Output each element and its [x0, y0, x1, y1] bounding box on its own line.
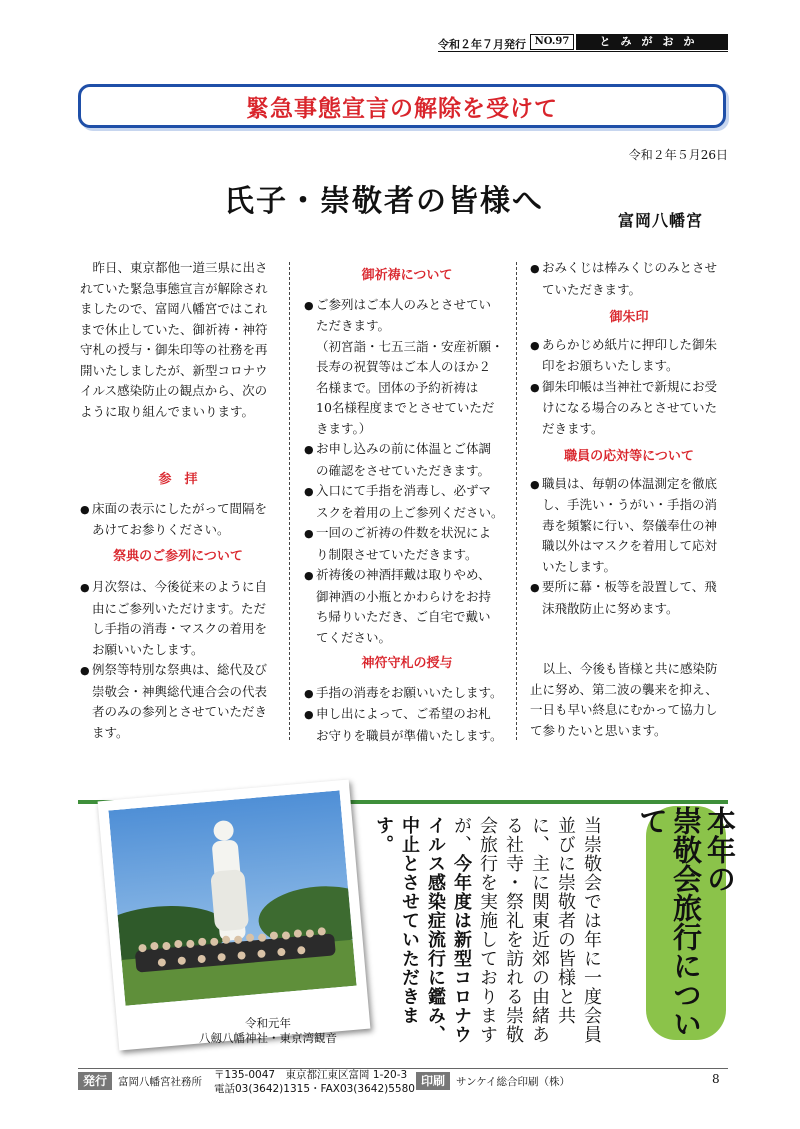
text-line: ように取り組んでまいります。 [80, 403, 255, 419]
text-line: イルス感染防止の観点から、次の [80, 383, 268, 398]
bullet-text: ご参列はご本人のみとさせてい [316, 296, 492, 312]
text-line: 以上、今後も皆様と共に感染防 [542, 661, 718, 676]
column-2 [304, 266, 510, 746]
newsletter-name: とみがおか [576, 34, 728, 50]
bullet-text: 名様まで。団体の予約祈祷は [316, 379, 479, 395]
bullet-text: 手指の消毒をお願いいたします。 [316, 684, 503, 700]
photo-image [108, 790, 356, 1005]
bullet-text: 例祭等特別な祭典は、総代及び [92, 662, 268, 677]
tour-body-emphasis: 今年度は新型コロナウイルス感染症流行に鑑み、中止とさせていただきます。 [373, 816, 472, 1044]
bullet-text: 御朱印帳は当神社で新規にお受 [542, 378, 718, 394]
bullet-dot-icon: ● [304, 708, 314, 721]
bullet-dot-icon: ● [304, 527, 314, 540]
bullet-text: 床面の表示にしたがって間隔を [92, 500, 268, 516]
bullet-text: り制限させていただきます。 [316, 546, 478, 562]
bullet-item [304, 704, 510, 746]
bullet-text: 10名様程度までとさせていただ [316, 400, 495, 415]
bullet-item [530, 258, 728, 300]
bullet-dot-icon: ● [80, 502, 90, 516]
bullet-text: 申し出によって、ご希望のお札 [316, 706, 491, 721]
bullet-item [530, 335, 728, 377]
bullet-text: 長寿の祝賀等はご本人のほか２ [316, 359, 492, 374]
column-3 [530, 258, 728, 741]
page-number: 8 [712, 1072, 720, 1086]
bullet-text: お守りを職員が準備いたします。 [316, 727, 503, 743]
section-heading-shinpu: 神符守札の授与 [361, 656, 453, 671]
bullet-dot-icon: ● [304, 298, 314, 312]
text-line: 一日も早い終息にむかって協力し [530, 702, 718, 717]
bullet-text: けになる場合のみとさせていた [542, 400, 718, 415]
bullet-text: 月次祭は、今後従来のように自 [92, 579, 268, 594]
bullet-text: し、手洗い・うがい・手指の消 [542, 497, 718, 512]
bullet-text: 毒を頻繁に行い、祭儀奉仕の神 [542, 517, 718, 533]
bullet-dot-icon: ● [304, 443, 314, 456]
bullet-text: ていただきます。 [542, 281, 642, 297]
bullet-text: 者のみの参列とさせていただき [92, 704, 268, 719]
bullet-item [304, 481, 510, 523]
notice-date: 令和２年５月26日 [628, 148, 728, 162]
bullet-text: きます。） [316, 420, 372, 436]
bullet-dot-icon: ● [304, 569, 314, 582]
text-line: ましたので、富岡八幡宮ではこれ [80, 301, 268, 316]
publisher-phone: 電話03(3642)1315・FAX03(3642)5580 [214, 1083, 415, 1095]
goshuin-list [530, 335, 728, 440]
bullet-text: 御神酒の小瓶とかわらけをお持 [316, 588, 492, 604]
bullet-text: あらかじめ紙片に押印した御朱 [542, 336, 718, 352]
bullet-item [530, 474, 728, 578]
bullet-dot-icon: ● [530, 581, 540, 594]
bullet-text: の確認をさせていただきます。 [316, 462, 491, 478]
bullet-text: 職員は、毎朝の体温測定を徹底 [542, 475, 718, 491]
bullet-text: ち帰りいただき、ご自宅で戴い [316, 609, 491, 624]
bullet-dot-icon: ● [530, 338, 540, 352]
header-rule [438, 51, 728, 52]
bullet-text: 祈祷後の神酒拝戴は取りやめ、 [316, 567, 491, 582]
bullet-text: 印をお頒ちいたします。 [542, 358, 679, 373]
closing-paragraph [530, 659, 728, 741]
bullet-text: だきます。 [542, 420, 604, 436]
bullet-text: お申し込みの前に体温とご体調 [316, 441, 492, 456]
bullet-item [80, 660, 276, 743]
bullet-text: てください。 [316, 629, 392, 645]
printer-name: サンケイ総合印刷（株） [456, 1076, 571, 1088]
bullet-text: お願いいたします。 [92, 641, 204, 657]
bullet-text: 入口にて手指を消毒し、必ずマ [316, 483, 492, 498]
page-title: 氏子・崇敬者の皆様へ [224, 184, 544, 219]
bullet-item [530, 377, 728, 440]
bullet-item [80, 499, 276, 541]
bullet-text: 崇敬会・神輿総代連合会の代表 [92, 683, 268, 699]
bullet-dot-icon: ● [80, 581, 90, 594]
text-line: 開いたしましたが、新型コロナウ [80, 362, 268, 378]
bullet-item [304, 565, 510, 648]
text-line: れていた緊急事態宣言が解除され [80, 280, 268, 296]
photo-caption-place: 八劔八幡神社・東京湾観音 [199, 1031, 337, 1045]
text-line: 止に努め、第二波の襲来を抑え、 [530, 681, 718, 697]
tour-title-line2: 崇敬会旅行について [635, 806, 703, 1038]
text-line: 昨日、東京都他一道三県に出さ [92, 260, 268, 275]
publisher-address: 〒135-0047 東京都江東区富岡 1-20-3 [214, 1069, 408, 1081]
publisher-name: 富岡八幡宮社務所 [118, 1076, 202, 1088]
bullet-text: ます。 [92, 724, 129, 740]
tour-article-body [370, 816, 604, 1050]
section-heading-saiten: 祭典のご参列について [113, 548, 243, 564]
bullet-dot-icon: ● [304, 686, 314, 700]
omikuji-list [530, 258, 728, 300]
staff-list [530, 474, 728, 620]
section-heading-staff: 職員の応対等について [564, 449, 694, 464]
bullet-text: いたします。 [542, 558, 617, 574]
bullet-text: スクを着用の上ご参列ください。 [316, 504, 504, 520]
bullet-text: ただきます。 [316, 318, 391, 333]
intro-paragraph [80, 258, 276, 422]
bullet-dot-icon: ● [304, 485, 314, 498]
group-photo [98, 779, 371, 1050]
banner-text: 緊急事態宣言の解除を受けて [246, 95, 558, 122]
bullet-text: 一回のご祈祷の件数を状況によ [316, 525, 492, 540]
photo-caption-year: 令和元年 [245, 1016, 291, 1030]
bullet-text: 沫飛散防止に努めます。 [542, 600, 679, 616]
column-divider [289, 262, 290, 740]
tour-article-title [635, 806, 737, 1040]
sanpai-list [80, 499, 276, 541]
bullet-text: し手指の消毒・マスクの着用を [92, 621, 268, 636]
tour-body-text: 当崇敬会では年に一度会員並びに崇敬者の皆様と共に、主に関東近郊の由緒ある社寺・祭礼を訪れる崇敬会旅行を実施しておりますが、 [451, 816, 602, 1044]
bullet-item [530, 577, 728, 619]
shinpu-list [304, 683, 510, 747]
text-line: 守札の授与・御朱印等の社務を再 [80, 342, 268, 357]
column-1 [80, 258, 276, 743]
gokitou-list [304, 295, 510, 649]
saiten-list [80, 577, 276, 743]
bullet-text: 職以外はマスクを着用して応対 [542, 538, 718, 553]
bullet-item [304, 683, 510, 705]
bullet-item [80, 577, 276, 660]
text-line: て参りたいと思います。 [530, 722, 667, 738]
tour-title-line1: 本年の [703, 806, 737, 893]
printer-badge: 印刷 [416, 1072, 450, 1090]
issue-number: NO.97 [530, 34, 574, 50]
bullet-item [304, 523, 510, 565]
bullet-text: 要所に幕・板等を設置して、飛 [542, 579, 717, 594]
bullet-text: 由にご参列いただけます。ただ [92, 600, 267, 616]
publisher-badge: 発行 [78, 1072, 112, 1090]
bullet-dot-icon: ● [80, 664, 90, 677]
photo-caption [168, 1016, 368, 1046]
bullet-dot-icon: ● [530, 477, 540, 491]
bullet-dot-icon: ● [530, 380, 540, 394]
bullet-dot-icon: ● [530, 262, 540, 275]
text-line: まで休止していた、御祈祷・神符 [80, 321, 268, 337]
bullet-text: （初宮詣・七五三詣・安産祈願・ [316, 338, 504, 354]
column-divider [516, 262, 517, 740]
section-heading-gokitou: 御祈祷について [361, 268, 453, 283]
bullet-text: おみくじは棒みくじのみとさせ [542, 260, 718, 275]
headline-banner [78, 84, 726, 128]
issue-date: 令和２年７月発行 [438, 38, 526, 51]
section-heading-goshuin: 御朱印 [609, 310, 649, 325]
shrine-name: 富岡八幡宮 [618, 211, 704, 230]
bullet-item [304, 439, 510, 481]
bullet-item [304, 295, 510, 440]
bullet-text: あけてお参りください。 [92, 522, 230, 537]
section-heading-sanpai: 参 拝 [158, 472, 198, 487]
